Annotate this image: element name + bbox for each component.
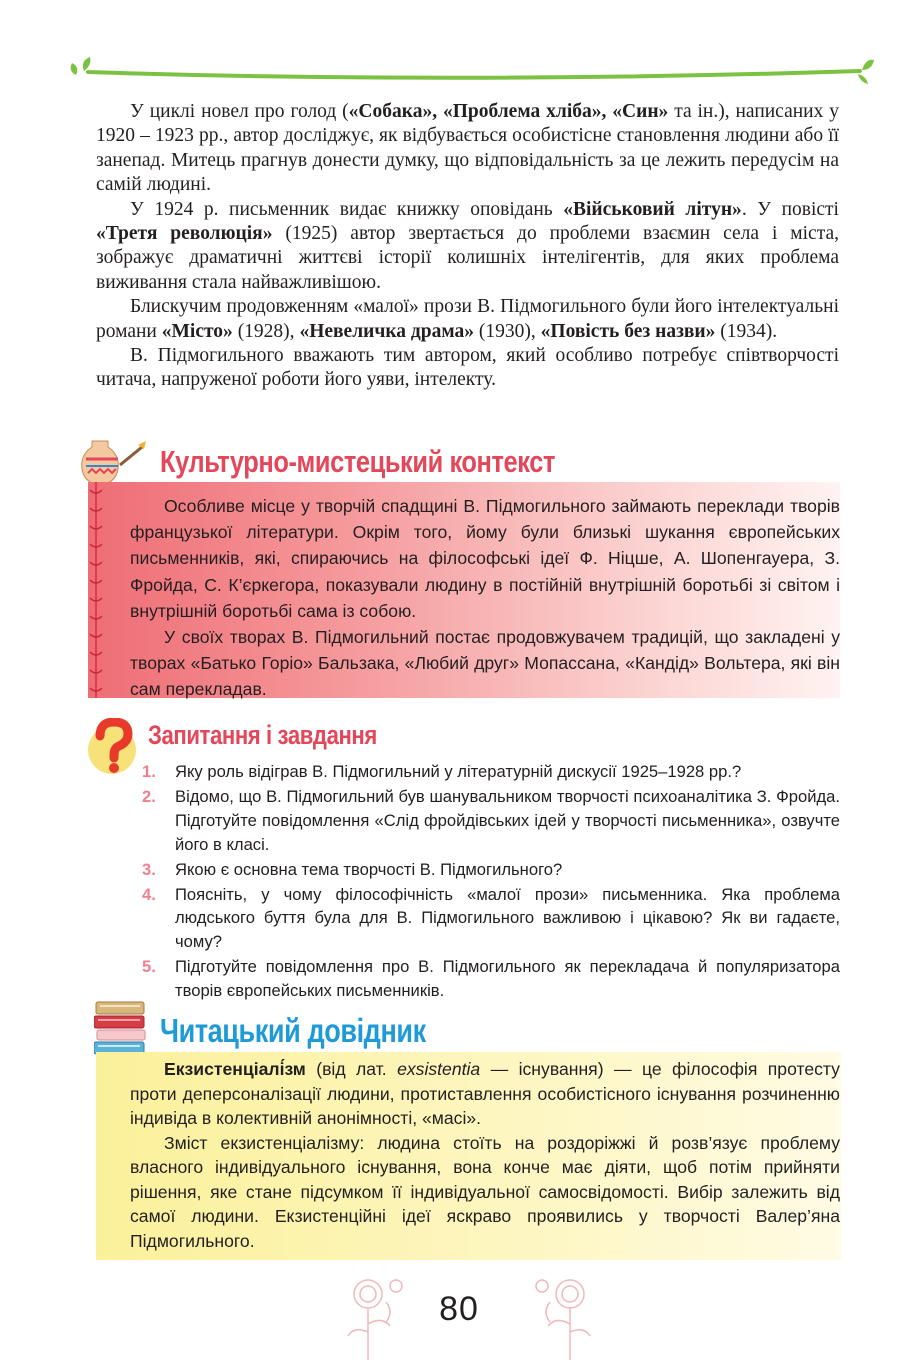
culture-text (130, 493, 840, 703)
reference-section-title: Читацький довідник (160, 1012, 426, 1049)
stitch-border-decoration (86, 482, 106, 698)
book-stack-icon (94, 1000, 148, 1056)
reference-paragraph-1: Екзистенціалі́зм (від лат. exsistentia — існування) — це філософія протесту проти деперсоналізації людини, протиставлення особистісного існування розчиненню індивіда в колективній анонімності, «масі». (130, 1059, 840, 1128)
culture-paragraph-2: У своїх творах В. Підмогильний постає продовжувачем традицій, що закладені у творах «Батько Горіо» Бальзака, «Любий друг» Мопассана, «Кандід» Вольтера, які він сам перекладав. (130, 627, 840, 700)
page-number: 80 (439, 1290, 479, 1328)
list-item (140, 760, 840, 784)
reference-term: Екзистенціалі́зм (164, 1059, 306, 1079)
list-item (140, 955, 840, 1003)
question-text: Поясніть, у чому філософічність «малої прози» письменника. Яка проблема людського буття була для В. Підмогильного важливою і цікавою? Як ви гадаєте, чому? (175, 884, 840, 952)
questions-list (140, 760, 840, 1004)
question-text: Яку роль відіграв В. Підмогильний у літературній дискусії 1925–1928 рр.? (175, 762, 742, 781)
question-number: 4. (142, 884, 156, 904)
question-text: Відомо, що В. Підмогильний був шанувальником творчості психоаналітика З. Фройда. Підготуйте повідомлення «Слід фройдівських ідей у творчості письменника», озвучте його в класі. (175, 786, 840, 854)
vine-decoration (0, 0, 918, 100)
intro-paragraph-2: У 1924 р. письменник видає книжку оповідань «Військовий літун». У повісті «Третя революція» (1925) автор звертається до проблеми взаємин села і міста, зображує драматичні життєві історії колишніх інтелігентів, для яких проблема виживання стала найважливішою. (96, 198, 839, 293)
intro-paragraph-3: Блискучим продовженням «малої» прози В. Підмогильного були його інтелектуальні романи «Місто» (1928), «Невеличка драма» (1930), «Повість без назви» (1934). (96, 296, 839, 342)
question-number: 5. (142, 957, 156, 977)
intro-paragraph-1: У циклі новел про голод («Собака», «Проблема хліба», «Син» та ін.), написаних у 1920 – 1923 рр., автор досліджує, як відбувається особистісне становлення людини або її занепад. Митець прагнув донести думку, що відповідальність за це лежить передусім на самій людині. (96, 101, 839, 196)
question-number: 2. (142, 786, 156, 806)
reference-paragraph-2: Зміст екзистенціалізму: людина стоїть на роздоріжжі й розв’язує проблему власного індивідуального існування, вона конче має діяти, щоб потім прийняти рішення, яке стане підсумком її індивідуальної самосвідомості. Вибір залежить від самої людини. Екзистенційні ідеї яскраво проявились у творчості Валер’яна Підмогильного. (130, 1132, 840, 1251)
reference-text (130, 1057, 840, 1253)
question-mark-icon (86, 718, 138, 776)
list-item (140, 858, 840, 882)
culture-paragraph-1: Особливе місце у творчій спадщині В. Підмогильного займають переклади творів французької літератури. Окрім того, йому були близькі шукання європейських письменників, які, спираючись на філософські ідеї Ф. Ніцше, А. Шопенгауера, З. Фройда, С. К’єркегора, показували людину в постійній внутрішній боротьбі зі світом і внутрішній боротьбі сама із собою. (130, 496, 840, 621)
questions-section-title: Запитання і завдання (148, 720, 377, 750)
question-text: Підготуйте повідомлення про В. Підмогильного як перекладача й популяризатора творів європейських письменників. (175, 957, 840, 1001)
list-item (140, 785, 840, 857)
intro-paragraph-4: В. Підмогильного вважають тим автором, який особливо потребує співтворчості читача, напруженої роботи його уяви, інтелекту. (96, 345, 839, 391)
question-text: Якою є основна тема творчості В. Підмогильного? (175, 859, 563, 879)
list-item (140, 883, 840, 955)
intro-text (96, 100, 839, 393)
question-number: 1. (142, 762, 156, 781)
culture-section-title: Культурно-мистецький контекст (160, 444, 556, 479)
question-number: 3. (142, 859, 156, 879)
